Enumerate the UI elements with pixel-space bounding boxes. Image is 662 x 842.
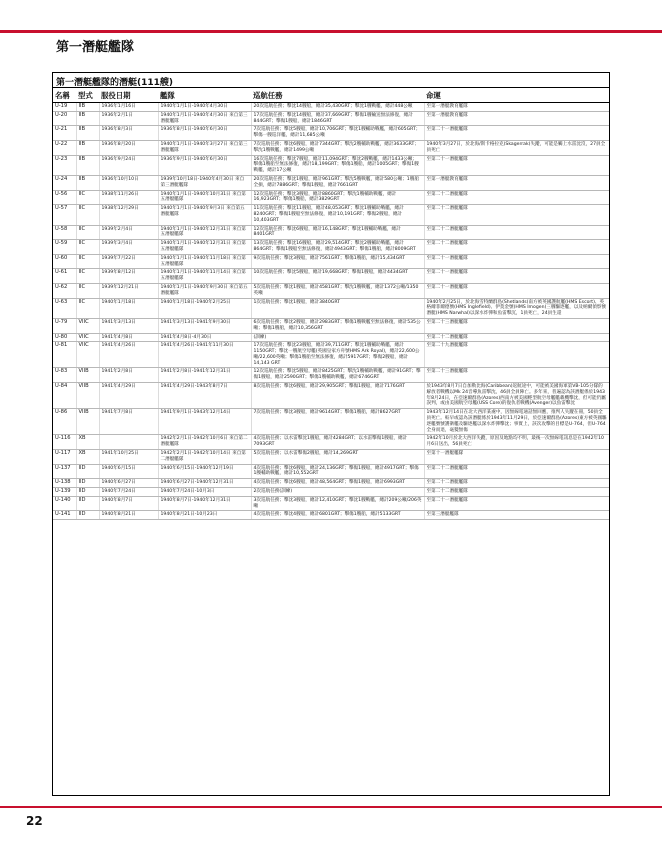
- cell-fate: 至第二十九潛艇艦隊: [424, 342, 609, 368]
- cell-flotilla: 1940年6月27日-1940年12月31日: [158, 479, 251, 488]
- cell-commission-date: 1940年8月21日: [99, 511, 158, 520]
- cell-flotilla: 1940年1月1日-1940年9月3日 來自第五潛艇艦隊: [158, 205, 251, 225]
- table-row: [53, 435, 609, 450]
- cell-fate: 至第二十一潛艇艦隊: [424, 269, 609, 284]
- cell-patrols: 1次巡航任務；擊沈1艘船，總計3840GRT: [251, 298, 424, 318]
- table-row: [53, 126, 609, 141]
- cell-type: IIC: [76, 190, 99, 205]
- cell-flotilla: 1942年2月1日-1942年10月6日 來自第二潛艇艦隊: [158, 435, 251, 450]
- table-row: [53, 240, 609, 255]
- table-row: [53, 488, 609, 497]
- cell-commission-date: 1941年10月25日: [99, 450, 158, 465]
- cell-type: IIC: [76, 225, 99, 240]
- cell-type: XB: [76, 435, 99, 450]
- cell-commission-date: 1939年7月22日: [99, 254, 158, 269]
- cell-type: IIB: [76, 111, 99, 126]
- cell-name: U-79: [53, 318, 76, 333]
- cell-type: IIB: [76, 140, 99, 155]
- table-row: [53, 190, 609, 205]
- column-header-fate: 命運: [424, 88, 609, 103]
- cell-name: U-116: [53, 435, 76, 450]
- cell-patrols: 6次巡航任務；擊沈2艘船，總計2983GRT；擊傷1艘戰艦至無法修復，總計535公噸；擊傷1艘船，總計10,356GRT: [251, 318, 424, 333]
- cell-patrols: 13次巡航任務；擊沈16艘船，總計29,514GRT；擊沈2艘輔助戰艦，總計864GRT；擊傷1艘船至無法修復，總計4943GRT；擊傷1艘船，總計8009GRT: [251, 240, 424, 255]
- cell-name: U-138: [53, 479, 76, 488]
- cell-flotilla: 1936年8月1日-1940年6月30日: [158, 126, 251, 141]
- cell-flotilla: 1939年10月18日-1940年4月30日 來自第三潛艇艦隊: [158, 175, 251, 190]
- cell-patrols: 5次巡航任務；擊沈1艘船，總計4581GRT；擊沈1艘戰艦，總計1372公噸/1350英噸: [251, 283, 424, 298]
- cell-type: IIC: [76, 240, 99, 255]
- cell-patrols: 8次巡航任務；擊沈6艘船，總計29,905GRT；擊傷1艘船，總計7176GRT: [251, 383, 424, 409]
- column-header-commission-date: 服役日期: [99, 88, 158, 103]
- table-row: [53, 450, 609, 465]
- cell-flotilla: 1940年1月1日-1940年10月31日 來自第五潛艇艦隊: [158, 190, 251, 205]
- cell-patrols: 4次巡航任務；擊沈6艘船，總計24,136GRT；擊傷1艘船，總計4917GRT；擊傷1艘輔助戰艦，總計10,552GRT: [251, 464, 424, 479]
- cell-commission-date: 1940年6月27日: [99, 479, 158, 488]
- cell-fate: 至第二十二潛艇艦隊: [424, 190, 609, 205]
- cell-patrols: 4次巡航任務；擊沈4艘船，總計6801GRT；擊傷1艘船，總計5133GRT: [251, 511, 424, 520]
- table-row: [53, 283, 609, 298]
- cell-flotilla: 1941年4月29日-1943年8月7日: [158, 383, 251, 409]
- cell-fate: 至第二十二潛艇艦隊: [424, 225, 609, 240]
- cell-name: U-117: [53, 450, 76, 465]
- cell-commission-date: 1938年11月26日: [99, 190, 158, 205]
- cell-type: IIC: [76, 283, 99, 298]
- table-row: [53, 464, 609, 479]
- cell-commission-date: 1940年8月7日: [99, 496, 158, 511]
- cell-flotilla: 1936年9月1日-1940年6月30日: [158, 155, 251, 175]
- cell-fate: 至第二十二潛艇艦隊: [424, 205, 609, 225]
- table-header-row: [53, 88, 609, 103]
- cell-name: U-24: [53, 175, 76, 190]
- cell-type: IIC: [76, 269, 99, 284]
- table-row: [53, 368, 609, 383]
- cell-fate: 1940年2月25日，於北海雪特蘭群島(Shetlands)南方被英國護航艦(HMS Escort)、英格爾菲爾德號(HMS Inglefield)、伊莫金號(HMS Imogen)三艘驅逐艦，以及納爾偵察號潛艇(HMS Narwhal)以深水炸彈和魚雷擊沉，1員死亡，24員生還: [424, 298, 609, 318]
- cell-flotilla: 1940年7月24日-10月3日: [158, 488, 251, 497]
- cell-type: IID: [76, 488, 99, 497]
- cell-type: IID: [76, 464, 99, 479]
- cell-fate: 至第二十二潛艇艦隊: [424, 333, 609, 342]
- table-row: [53, 496, 609, 511]
- cell-patrols: 17次巡航任務；擊沈23艘船，總計39,711GRT；擊沈1艘輔助戰艦，總計1150GRT；擊沈一艘航空母艦(英國皇家方舟號HMS Ark Royal)，總計22,600公噸/22,600英噸；擊傷1艘船至無法修復，總計5917GRT；擊傷2艘船，總計14,143 GRT: [251, 342, 424, 368]
- table-row: [53, 298, 609, 318]
- column-header-patrols: 巡航任務: [251, 88, 424, 103]
- cell-type: IIC: [76, 254, 99, 269]
- cell-commission-date: 1941年3月13日: [99, 318, 158, 333]
- cell-type: IIB: [76, 155, 99, 175]
- cell-name: U-83: [53, 368, 76, 383]
- cell-commission-date: 1940年1月18日: [99, 298, 158, 318]
- cell-fate: 至第三潛艇艦隊: [424, 511, 609, 520]
- column-header-name: 名稱: [53, 88, 76, 103]
- cell-patrols: 3次巡航任務；擊沈3艘船，總計12,410GRT；擊沈1艘戰艦，總計209公噸/206英噸: [251, 496, 424, 511]
- cell-flotilla: 1940年1月1日-1940年11月14日 來自第五潛艇艦隊: [158, 269, 251, 284]
- cell-commission-date: 1936年10月10日: [99, 175, 158, 190]
- page-number: 22: [26, 814, 43, 828]
- cell-flotilla: 1940年1月1日-1940年11月18日 來自第五潛艇艦隊: [158, 254, 251, 269]
- cell-commission-date: 1936年1月16日: [99, 103, 158, 112]
- cell-name: U-80: [53, 333, 76, 342]
- cell-commission-date: 1939年8月12日: [99, 269, 158, 284]
- cell-type: VIIB: [76, 409, 99, 435]
- cell-commission-date: 1939年3月4日: [99, 240, 158, 255]
- cell-fate: 至第二十二潛艇艦隊: [424, 240, 609, 255]
- cell-name: U-139: [53, 488, 76, 497]
- cell-commission-date: 1936年8月20日: [99, 140, 158, 155]
- cell-commission-date: 1939年12月21日: [99, 283, 158, 298]
- cell-name: U-23: [53, 155, 76, 175]
- cell-name: U-56: [53, 190, 76, 205]
- cell-commission-date: 1941年4月29日: [99, 383, 158, 409]
- cell-type: VIIC: [76, 318, 99, 333]
- cell-patrols: 5次巡航任務；以水雷擊傷2艘船，總計14,269GRT: [251, 450, 424, 465]
- cell-flotilla: 1941年4月26日-1941年11月30日: [158, 342, 251, 368]
- cell-patrols: 11次巡航任務；擊沈11艘船，總計48,053GRT；擊沈1艘輔助戰艦，總計8240GRT；擊傷1艘船至無法修復，總計10,191GRT；擊傷2艘船，總計10,403GRT: [251, 205, 424, 225]
- cell-fate: 至第二十三潛艇艦隊: [424, 318, 609, 333]
- cell-name: U-59: [53, 240, 76, 255]
- cell-fate: 至第十一潛艇艦隊: [424, 450, 609, 465]
- cell-flotilla: 1940年8月21日-10月23日: [158, 511, 251, 520]
- cell-type: VIIC: [76, 342, 99, 368]
- cell-patrols: 4次巡航任務；擊沈6艘船，總計48,564GRT；擊傷1艘船，總計6993GRT: [251, 479, 424, 488]
- cell-commission-date: 1941年2月8日: [99, 368, 158, 383]
- cell-name: U-21: [53, 126, 76, 141]
- cell-flotilla: 1940年1月1日-1940年3月27日 來自第三潛艇艦隊: [158, 140, 251, 155]
- cell-type: IIC: [76, 298, 99, 318]
- cell-flotilla: 1941年2月8日-1941年12月31日: [158, 368, 251, 383]
- cell-commission-date: 1941年7月8日: [99, 409, 158, 435]
- fleet-table-frame: [52, 72, 610, 796]
- cell-patrols: (訓練): [251, 333, 424, 342]
- column-header-flotilla: 艦隊: [158, 88, 251, 103]
- cell-name: U-140: [53, 496, 76, 511]
- cell-flotilla: 1940年1月1日-1940年9月30日 來自第五潛艇艦隊: [158, 283, 251, 298]
- cell-flotilla: 1940年1月18日-1940年2月25日: [158, 298, 251, 318]
- cell-name: U-63: [53, 298, 76, 318]
- cell-fate: 至第二十一潛艇艦隊: [424, 496, 609, 511]
- table-row: [53, 333, 609, 342]
- cell-patrols: 10次巡航任務；擊沈5艘船，總計19,668GRT；擊傷1艘船，總計4434GRT: [251, 269, 424, 284]
- cell-name: U-137: [53, 464, 76, 479]
- cell-name: U-62: [53, 283, 76, 298]
- table-row: [53, 225, 609, 240]
- cell-name: U-57: [53, 205, 76, 225]
- cell-fate: 至第一潛艇教育艦隊: [424, 103, 609, 112]
- table-row: [53, 511, 609, 520]
- cell-name: U-58: [53, 225, 76, 240]
- cell-type: IID: [76, 511, 99, 520]
- cell-fate: 1943年12月14日在北大西洋某處中，因無線電通話無回應，推判人失蹤在冊，50員全員死亡。較早或認為該潛艇係於1943年11月29日，於亞速爾群島(Azores)東方被英國驅逐艦號號護衛艦及驅逐艦以深水炸彈擊沈；事實上，該次攻擊的目標是U-764，但U-764全身而退，毫髮無傷: [424, 409, 609, 435]
- column-header-type: 型式: [76, 88, 99, 103]
- table-row: [53, 103, 609, 112]
- cell-patrols: 4次巡航任務；以水雷擊沈1艘船，總計4284GRT；以水雷擊傷1艘船，總計7093GRT: [251, 435, 424, 450]
- cell-patrols: 7次巡航任務；擊沈6艘船，總計7344GRT；擊沈2艘輔助戰艦，總計3633GRT；擊沈1艘戰艦，總計1499公噸: [251, 140, 424, 155]
- cell-fate: 1942年10月於北大西洋失蹤，原因及地點均不明，最後一次無線電訊息是在1942年10月6日送出，56員死亡: [424, 435, 609, 450]
- cell-type: VIIB: [76, 383, 99, 409]
- cell-flotilla: 1940年1月1日-1940年12月31日 來自第五潛艇艦隊: [158, 225, 251, 240]
- cell-fate: 至第二十二潛艇艦隊: [424, 479, 609, 488]
- cell-flotilla: 1940年1月1日-1940年4月30日 來自第三潛艇艦隊: [158, 111, 251, 126]
- table-title: 第一潛艇艦隊的潛艇(111艘): [56, 78, 174, 88]
- table-row: [53, 140, 609, 155]
- cell-fate: 至第二十一潛艇艦隊: [424, 254, 609, 269]
- cell-fate: 1940年3月27日，於北海/斯卡格拉克(Skagerrak)失蹤，可能是觸上水雷沈沒，27員全員死亡: [424, 140, 609, 155]
- table-row: [53, 205, 609, 225]
- cell-commission-date: 1941年4月8日: [99, 333, 158, 342]
- cell-name: U-84: [53, 383, 76, 409]
- table-row: [53, 155, 609, 175]
- cell-type: IIC: [76, 205, 99, 225]
- cell-name: U-20: [53, 111, 76, 126]
- cell-type: VIIB: [76, 368, 99, 383]
- table-row: [53, 383, 609, 409]
- cell-patrols: 12次巡航任務；擊沈3艘船，總計8860GRT；擊沈1艘輔助戰艦，總計16,923GRT；擊傷1艘船，總計3829GRT: [251, 190, 424, 205]
- table-row: [53, 318, 609, 333]
- cell-type: IID: [76, 496, 99, 511]
- cell-fate: 至第二十二潛艇艦隊: [424, 464, 609, 479]
- cell-patrols: 7次巡航任務；擊沈3艘船，總計9614GRT；擊傷1艘船，總計8627GRT: [251, 409, 424, 435]
- cell-fate: 於1943年8月7日自加勒比海(Caribbean)返航途中，可能被美國海軍第VB-105分隊的解放者戰機以Mk 24音導魚雷擊沈，46員全員陣亡。多年來，普遍認為該潛艇係於1943年8月24日，在亞速爾群島(Azores)西南方被美國輕型航空母艦艦載機擊沈，但可能仍屬誤判，或由美國航空母艦(USS Core)的復仇者戰機(Avenger)以魚雷擊沈: [424, 383, 609, 409]
- table-row: [53, 111, 609, 126]
- cell-name: U-19: [53, 103, 76, 112]
- cell-flotilla: 1940年8月7日-1940年12月31日: [158, 496, 251, 511]
- cell-name: U-86: [53, 409, 76, 435]
- cell-type: IIB: [76, 126, 99, 141]
- cell-name: U-81: [53, 342, 76, 368]
- cell-fate: 至第二十一潛艇艦隊: [424, 283, 609, 298]
- cell-flotilla: 1941年3月13日-1941年9月30日: [158, 318, 251, 333]
- cell-fate: 至第二十三潛艇艦隊: [424, 368, 609, 383]
- table-row: [53, 479, 609, 488]
- cell-flotilla: 1942年2月1日-1942年10月14日 來自第二潛艇艦隊: [158, 450, 251, 465]
- cell-commission-date: 1939年2月4日: [99, 225, 158, 240]
- table-row: [53, 342, 609, 368]
- cell-commission-date: 1940年7月24日: [99, 488, 158, 497]
- submarine-table: [53, 87, 609, 520]
- cell-name: U-141: [53, 511, 76, 520]
- cell-name: U-22: [53, 140, 76, 155]
- cell-fate: 至第一潛艇教育艦隊: [424, 111, 609, 126]
- table-body: [53, 103, 609, 520]
- table-row: [53, 409, 609, 435]
- table-row: [53, 254, 609, 269]
- cell-name: U-60: [53, 254, 76, 269]
- cell-patrols: 17次巡航任務；擊沈14艘船，總計37,669GRT；擊傷1艘輸送無法修復，總計844GRT；擊傷1艘船，總計1846GRT: [251, 111, 424, 126]
- top-red-rule: [0, 30, 662, 33]
- cell-commission-date: [99, 435, 158, 450]
- cell-type: IIB: [76, 175, 99, 190]
- cell-type: XB: [76, 450, 99, 465]
- cell-flotilla: 1940年1月1日-1940年4月30日: [158, 103, 251, 112]
- cell-patrols: 7次巡航任務；擊沈5艘船，總計10,706GRT；擊沈1艘輔助戰艦，總計605GRT；擊傷一艘巡洋艦，總計11,685公噸: [251, 126, 424, 141]
- cell-commission-date: 1936年2月1日: [99, 111, 158, 126]
- cell-name: U-61: [53, 269, 76, 284]
- page-title: 第一潛艇艦隊: [56, 40, 135, 55]
- cell-patrols: 2次巡航任務(訓練): [251, 488, 424, 497]
- cell-fate: 至第二十一潛艇艦隊: [424, 126, 609, 141]
- cell-patrols: 12次巡航任務；擊沈5艘船，總計8425GRT；擊沈1艘輔助戰艦，總計91GRT；擊傷1艘船，總計2590GRT；擊傷1艘輔助戰艦，總計6746GRT: [251, 368, 424, 383]
- cell-fate: 至第二十一潛艇艦隊: [424, 155, 609, 175]
- cell-commission-date: 1941年4月26日: [99, 342, 158, 368]
- cell-commission-date: 1938年12月29日: [99, 205, 158, 225]
- cell-commission-date: 1936年8月3日: [99, 126, 158, 141]
- cell-patrols: 20次巡航任務；擊沈1艘船，總計961GRT；擊沈5艘戰艦，總計580公噸；1艘船全損，總計7886GRT；擊傷1艘船，總計7661GRT: [251, 175, 424, 190]
- table-row: [53, 175, 609, 190]
- cell-fate: 至第一潛艇教育艦隊: [424, 175, 609, 190]
- table-row: [53, 269, 609, 284]
- cell-commission-date: 1940年6月15日: [99, 464, 158, 479]
- cell-fate: 至第二十二潛艇艦隊: [424, 488, 609, 497]
- cell-flotilla: 1940年1月1日-1940年12月31日 來自第五潛艇艦隊: [158, 240, 251, 255]
- cell-flotilla: 1941年4月8日-4月30日: [158, 333, 251, 342]
- cell-flotilla: 1941年9月1日-1943年12月14日: [158, 409, 251, 435]
- cell-patrols: 16次巡航任務；擊沈7艘船，總計11,094GRT；擊沈2艘戰艦，總計1433公噸；擊傷1艘船至無法修復，總計18,199GRT；擊傷1艘船，總計1005GRT；擊傷1艘戰艦，總計17公噸: [251, 155, 424, 175]
- bottom-red-rule: [0, 806, 662, 808]
- cell-patrols: 9次巡航任務；擊沈3艘船，總計7561GRT；擊傷1艘船，總計15,434GRT: [251, 254, 424, 269]
- cell-type: IIB: [76, 103, 99, 112]
- cell-patrols: 20次巡航任務；擊沈14艘船，總計35,430GRT；擊沈1艘戰艦，總計448公噸: [251, 103, 424, 112]
- cell-commission-date: 1936年9月24日: [99, 155, 158, 175]
- cell-patrols: 12次巡航任務；擊沈6艘船，總計16,148GRT；擊沈1艘輔助戰艦，總計8401GRT: [251, 225, 424, 240]
- cell-flotilla: 1940年6月15日-1940年12月19日: [158, 464, 251, 479]
- cell-type: VIIC: [76, 333, 99, 342]
- cell-type: IID: [76, 479, 99, 488]
